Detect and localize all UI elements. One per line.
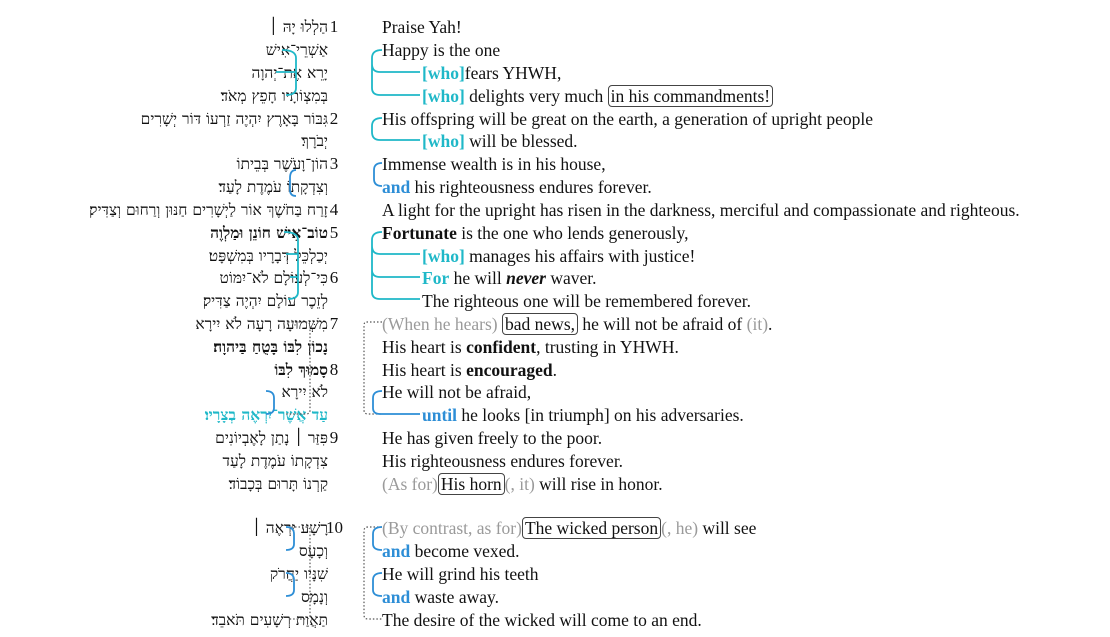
hebrew-line-4: בְּמִצְוֹתָיו חָפֵץ מְאֹד׃: [220, 87, 328, 105]
line-text: will see: [698, 518, 757, 538]
verse-number-9: 9: [329, 428, 339, 447]
relative-marker: [who]: [422, 246, 465, 266]
hebrew-bracket-dotted-v10: [288, 527, 310, 619]
hebrew-line-15: נָכוֹן לִבּוֹ בָּטֻחַ בַּיהוָה׃: [213, 337, 328, 356]
line-text: will be blessed.: [464, 131, 578, 151]
hebrew-line-24: שִׁנָּיו יַחֲרֹק: [269, 565, 328, 583]
boxed-phrase: The wicked person: [522, 517, 661, 539]
hebrew-line-2: אַשְׁרֵי־אִישׁ: [265, 41, 328, 59]
bracket-relative-v2: [372, 118, 420, 140]
hebrew-line-20: צִדְקָתוֹ עֹמֶדֶת לָעַד: [222, 452, 328, 470]
relative-marker: [who]: [422, 86, 465, 106]
hebrew-line-22: רָשָׁע יִרְאֶה ׀: [252, 519, 328, 537]
implied-text: (As for): [382, 474, 438, 494]
line-text: he will: [449, 268, 507, 288]
line-text: waver.: [545, 268, 597, 288]
conjunction-marker: and: [382, 541, 411, 561]
hebrew-line-11: יְכַלְכֵּל דְּבָרָיו בְּמִשְׁפָּט׃: [208, 247, 328, 265]
english-line-17: He will not be afraid,: [382, 382, 532, 402]
hebrew-bracket-v5: [284, 232, 298, 299]
verse-number-6: 6: [329, 268, 339, 287]
hebrew-bracket-v10b: [286, 573, 294, 596]
hebrew-line-5: גִּבּוֹר בָּאָרֶץ יִהְיֶה זַרְעוֹ דּוֹר יְשָׁרִים: [140, 110, 328, 128]
line-text: is the one who lends generously,: [456, 223, 689, 243]
boxed-phrase: His horn: [438, 473, 505, 495]
english-line-26: The desire of the wicked will come to an end.: [382, 610, 702, 630]
line-text: His heart is: [382, 360, 467, 380]
emphasis-word: encouraged: [466, 360, 553, 380]
verse-number-10: 10: [326, 518, 343, 537]
boxed-phrase: bad news,: [502, 313, 578, 335]
line-text: he looks [in triumph] on his adversaries.: [457, 405, 744, 425]
line-text: he will not be afraid of: [578, 314, 747, 334]
conjunction-marker: and: [382, 177, 411, 197]
line-text: , trusting in YHWH.: [536, 337, 679, 357]
english-line-19: He has given freely to the poor.: [382, 428, 603, 448]
english-line-5: His offspring will be great on the earth, a generation of upright people: [382, 109, 873, 129]
hebrew-line-21: קַרְנוֹ תָּרוּם בְּכָבוֹד׃: [228, 475, 328, 493]
implied-text: (When he hears): [382, 314, 498, 334]
line-text: become vexed.: [410, 541, 520, 561]
implied-text: (, it): [504, 474, 535, 494]
verse-number-7: 7: [329, 314, 339, 333]
verse-number-4: 4: [329, 200, 339, 219]
hebrew-line-8: וְצִדְקָתוֹ עֹמֶדֶת לָעַד׃: [218, 178, 328, 196]
hebrew-line-18: עַד אֲשֶׁר־יִרְאֶה בְצָרָיו׃: [204, 405, 328, 424]
line-text: his righteousness endures forever.: [410, 177, 652, 197]
hebrew-bracket-dotted-v7: [286, 322, 310, 414]
hebrew-line-10: טוֹב־אִישׁ חוֹנֵן וּמַלְוֶה: [210, 223, 328, 242]
bracket-coordinate-v10b: [373, 573, 382, 596]
line-text: .: [768, 314, 773, 334]
english-line-9: A light for the upright has risen in the darkness, merciful and compassionate and righteous.: [382, 200, 1020, 220]
bracket-coordinate-v10a: [373, 527, 382, 550]
relative-marker: [who]: [422, 63, 465, 83]
hebrew-line-6: יְבֹרָךְ׃: [301, 132, 328, 150]
emphasis-word: confident: [466, 337, 537, 357]
line-text: will rise in honor.: [534, 474, 663, 494]
hebrew-line-23: וְכָעָס: [298, 542, 328, 560]
line-text: His heart is: [382, 337, 467, 357]
verse-number-2: 2: [329, 109, 339, 128]
english-line-20: His righteousness endures forever.: [382, 451, 624, 471]
line-text: delights very much: [464, 86, 604, 106]
hebrew-bracket-v3: [290, 170, 296, 196]
hebrew-line-25: וְנָמָס: [300, 588, 328, 606]
hebrew-line-19: פִּזַּר ׀ נָתַן לָאֶבְיוֹנִים: [215, 429, 328, 447]
hebrew-line-14: מִשְּׁמוּעָה רָעָה לֹא יִירָא: [195, 315, 328, 333]
verse-number-3: 3: [329, 154, 339, 173]
bracket-coordinate-v3: [374, 163, 382, 186]
conjunction-marker: For: [422, 268, 450, 288]
english-line-13: The righteous one will be remembered forever.: [422, 291, 751, 311]
bracket-relative-v1: [372, 50, 420, 95]
boxed-phrase: in his commandments!: [608, 85, 773, 107]
hebrew-bracket-v8: [266, 391, 274, 414]
hebrew-line-13: לְזֵכֶר עוֹלָם יִהְיֶה צַדִּיק׃: [202, 292, 328, 310]
hebrew-line-12: כִּי־לְעוֹלָם לֹא־יִמּוֹט: [219, 269, 328, 287]
emphasis-word: Fortunate: [382, 223, 457, 243]
hebrew-line-3: יָרֵא אֶת־יְהוָה: [251, 64, 328, 82]
hebrew-bracket-v1: [276, 50, 296, 95]
line-text: .: [552, 360, 557, 380]
hebrew-line-17: לֹא יִירָא: [281, 383, 328, 401]
implied-text: (By contrast, as for): [382, 518, 522, 538]
conjunction-marker: until: [422, 405, 458, 425]
implied-text: (it): [746, 314, 769, 334]
relative-marker: [who]: [422, 131, 465, 151]
implied-text: (, he): [661, 518, 699, 538]
english-line-7: Immense wealth is in his house,: [382, 154, 606, 174]
line-text: manages his affairs with justice!: [464, 246, 696, 266]
verse-number-1: 1: [329, 17, 339, 36]
english-line-2: Happy is the one: [382, 40, 501, 60]
verse-number-5: 5: [329, 223, 339, 242]
line-text: fears YHWH,: [464, 63, 562, 83]
hebrew-line-1: הַלְלוּ יָהּ ׀: [269, 18, 328, 36]
verse-number-8: 8: [329, 360, 339, 379]
hebrew-line-26: תַּאֲוַת רְשָׁעִים תֹּאבֵד׃: [211, 611, 328, 629]
hebrew-line-7: הוֹן־וָעֹשֶׁר בְּבֵיתוֹ: [236, 155, 328, 173]
emphasis-word: never: [506, 268, 546, 288]
english-line-1: Praise Yah!: [382, 17, 462, 37]
bracket-until-v8: [373, 391, 420, 414]
english-line-24: He will grind his teeth: [382, 564, 539, 584]
conjunction-marker: and: [382, 587, 411, 607]
hebrew-bracket-v10a: [286, 527, 294, 550]
hebrew-line-16: סָמוּךְ לִבּוֹ: [274, 360, 328, 379]
line-text: waste away.: [410, 587, 499, 607]
bracket-relative-v5: [372, 232, 420, 299]
hebrew-line-9: זָרַח בַּחֹשֶׁךְ אוֹר לַיְשָׁרִים חַנּוּן וְרַחוּם וְצַדִּיק׃: [89, 201, 328, 219]
